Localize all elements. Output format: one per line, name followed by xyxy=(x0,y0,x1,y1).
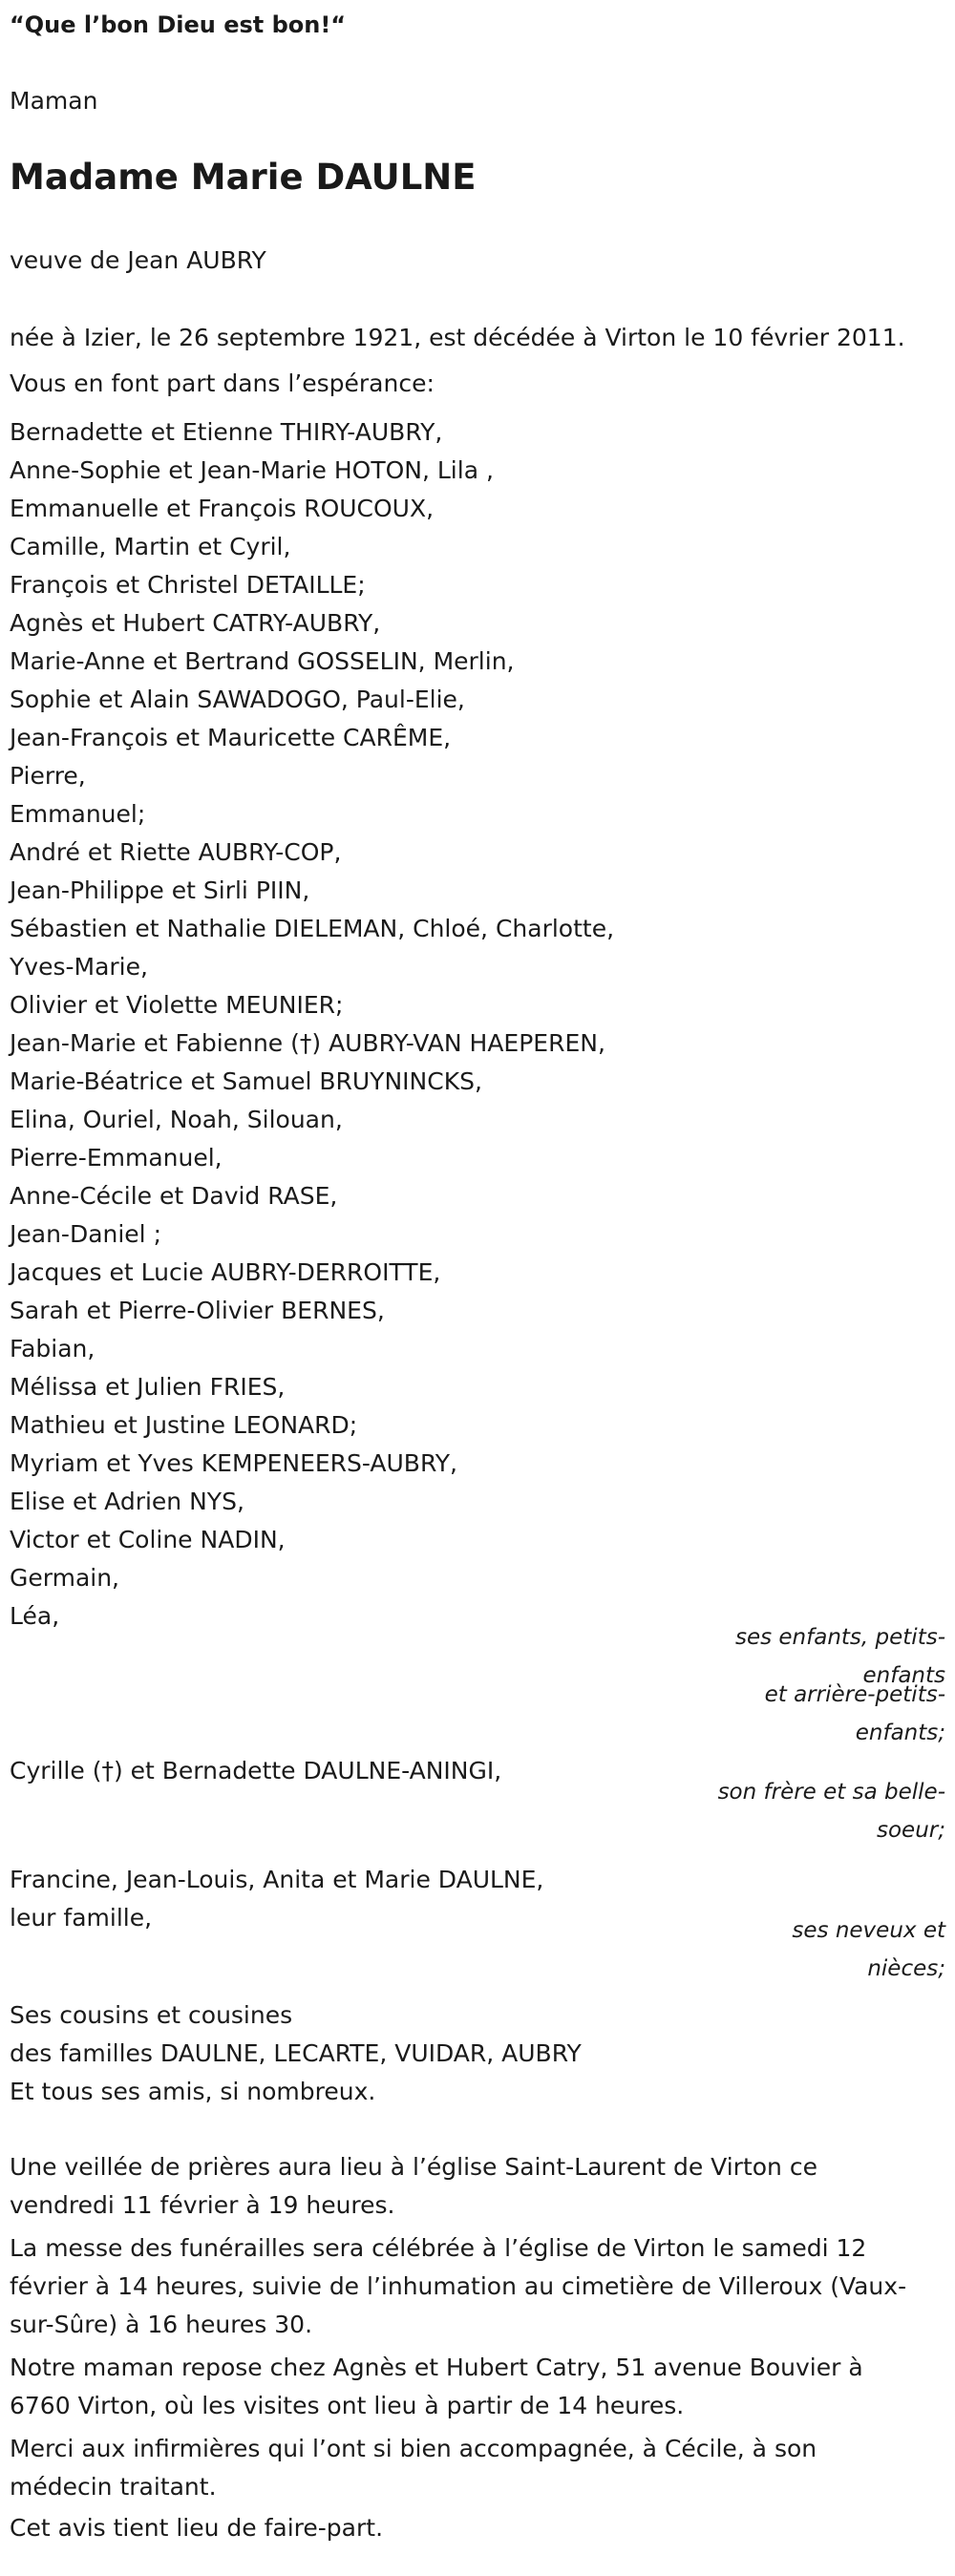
family-member-line: Jean-Philippe et Sirli PIIN, xyxy=(10,876,310,904)
family-member-line: Bernadette et Etienne THIRY-AUBRY, xyxy=(10,418,443,446)
widow-of-line: veuve de Jean AUBRY xyxy=(10,246,266,274)
family-line: leur famille, xyxy=(10,1904,153,1932)
opening-quote: “Que l’bon Dieu est bon!“ xyxy=(10,11,347,38)
sibling-line: Cyrille (†) et Bernadette DAULNE-ANINGI, xyxy=(10,1757,502,1784)
family-member-line: André et Riette AUBRY-COP, xyxy=(10,838,342,866)
role-sibling: son frère et sa belle-soeur; xyxy=(717,1780,945,1843)
family-member-line: Marie-Béatrice et Samuel BRUYNINCKS, xyxy=(10,1067,482,1095)
announcement-line: Vous en font part dans l’espérance: xyxy=(10,370,435,397)
family-list xyxy=(10,413,614,1636)
family-member-line: Emmanuelle et François ROUCOUX, xyxy=(10,495,435,522)
intro-label: Maman xyxy=(10,87,98,115)
paragraph-vigil: Une veillée de prières aura lieu à l’église Saint-Laurent de Virton ce vendredi 11 février à 19 heures. xyxy=(10,2153,817,2219)
paragraph-thanks: Merci aux infirmières qui l’ont si bien accompagnée, à Cécile, à son médecin traitant. xyxy=(10,2435,817,2501)
family-member-line: Myriam et Yves KEMPENEERS-AUBRY, xyxy=(10,1449,457,1477)
families-line: des familles DAULNE, LECARTE, VUIDAR, AUBRY xyxy=(10,2039,582,2067)
family-member-line: Olivier et Violette MEUNIER; xyxy=(10,991,344,1019)
friends-line: Et tous ses amis, si nombreux. xyxy=(10,2078,376,2105)
role-children: ses enfants, petits-enfants xyxy=(734,1625,945,1688)
family-member-line: Jean-François et Mauricette CARÊME, xyxy=(10,724,452,751)
family-member-line: Léa, xyxy=(10,1602,60,1630)
paragraph-visits: Notre maman repose chez Agnès et Hubert Catry, 51 avenue Bouvier à 6760 Virton, où les visites ont lieu à partir de 14 heures. xyxy=(10,2354,863,2419)
family-member-line: Fabian, xyxy=(10,1335,96,1362)
family-member-line: Elina, Ouriel, Noah, Silouan, xyxy=(10,1106,343,1133)
family-member-line: Sébastien et Nathalie DIELEMAN, Chloé, Charlotte, xyxy=(10,915,615,942)
family-member-line: Sarah et Pierre-Olivier BERNES, xyxy=(10,1297,385,1324)
family-member-line: Pierre-Emmanuel, xyxy=(10,1144,223,1172)
paragraph-notice: Cet avis tient lieu de faire-part. xyxy=(10,2514,384,2542)
family-member-line: Anne-Sophie et Jean-Marie HOTON, Lila , xyxy=(10,456,494,484)
family-member-line: Mathieu et Justine LEONARD; xyxy=(10,1411,358,1439)
role-nephews: ses neveux et nièces; xyxy=(792,1918,945,1981)
family-member-line: Germain, xyxy=(10,1564,120,1592)
family-member-line: Marie-Anne et Bertrand GOSSELIN, Merlin, xyxy=(10,647,515,675)
family-member-line: Yves-Marie, xyxy=(10,953,148,981)
family-member-line: Jacques et Lucie AUBRY-DERROITTE, xyxy=(10,1258,441,1286)
role-grandchildren: et arrière-petits-enfants; xyxy=(764,1682,945,1745)
family-member-line: Emmanuel; xyxy=(10,800,146,828)
family-member-line: Jean-Marie et Fabienne (†) AUBRY-VAN HAEPEREN, xyxy=(10,1029,605,1057)
family-member-line: Jean-Daniel ; xyxy=(10,1220,161,1248)
family-member-line: Agnès et Hubert CATRY-AUBRY, xyxy=(10,609,381,637)
family-member-line: Elise et Adrien NYS, xyxy=(10,1488,244,1515)
family-member-line: Mélissa et Julien FRIES, xyxy=(10,1373,286,1401)
family-member-line: Pierre, xyxy=(10,762,86,790)
family-member-line: Anne-Cécile et David RASE, xyxy=(10,1182,338,1210)
family-member-line: Sophie et Alain SAWADOGO, Paul-Elie, xyxy=(10,686,465,713)
cousins-line: Ses cousins et cousines xyxy=(10,2001,293,2029)
family-member-line: Camille, Martin et Cyril, xyxy=(10,533,291,560)
paragraph-funeral: La messe des funérailles sera célébrée à l’église de Virton le samedi 12 février à 14 heures, suivie de l’inhumation au cimetière de Villeroux (Vaux-sur-Sûre) à 16 heures 30. xyxy=(10,2234,907,2338)
deceased-name: Madame Marie DAULNE xyxy=(10,157,477,198)
birth-death-line: née à Izier, le 26 septembre 1921, est décédée à Virton le 10 février 2011. xyxy=(10,324,905,351)
family-member-line: Victor et Coline NADIN, xyxy=(10,1526,286,1553)
nephews-line: Francine, Jean-Louis, Anita et Marie DAULNE, xyxy=(10,1866,544,1893)
family-member-line: François et Christel DETAILLE; xyxy=(10,571,366,599)
